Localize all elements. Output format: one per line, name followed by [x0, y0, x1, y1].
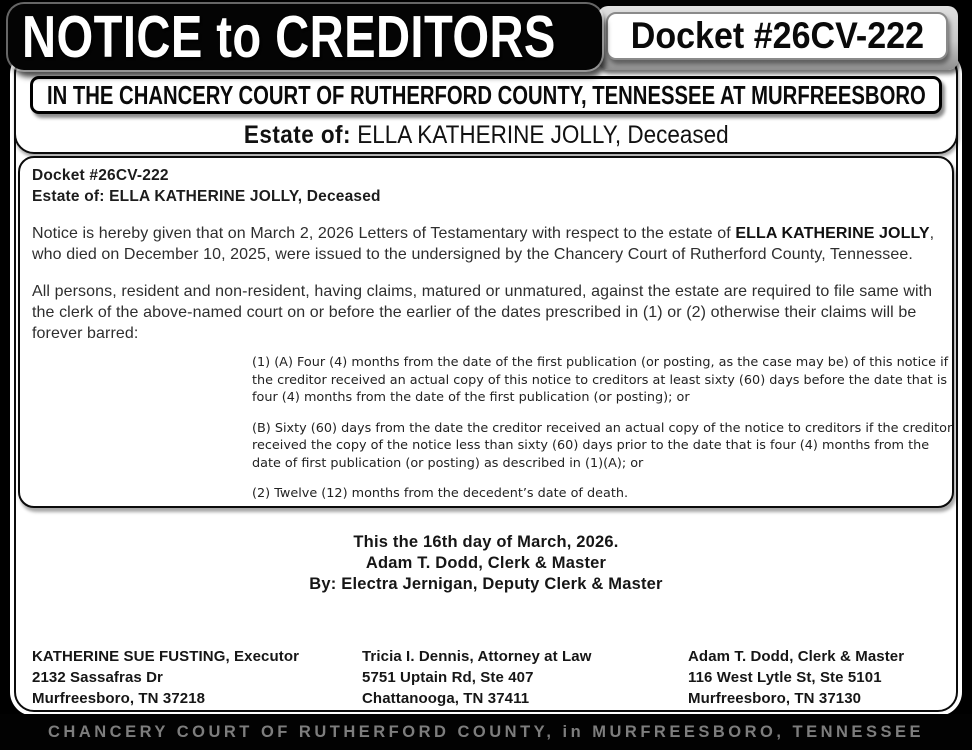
deadline-list: [252, 354, 954, 503]
executor-street: 2132 Sassafras Dr: [32, 669, 163, 686]
notice-title-banner: [8, 4, 602, 70]
deputy-clerk-line: By: Electra Jernigan, Deputy Clerk & Master: [309, 575, 663, 593]
body-docket-line: Docket #26CV-222: [32, 167, 169, 184]
estate-heading-name: ELLA KATHERINE JOLLY, Deceased: [356, 120, 729, 149]
deadline-item-2: (2) Twelve (12) months from the decedent’s date of death.: [252, 486, 629, 501]
clerk-master-line: Adam T. Dodd, Clerk & Master: [365, 554, 607, 572]
docket-number-text: Docket #26CV-222: [630, 15, 924, 56]
notice-paragraph-part2: , who died on December 10, 2025, were issued to the undersigned by the Chancery Court of Rutherford County, Tennessee.: [32, 225, 935, 263]
body-estate-line: Estate of: ELLA KATHERINE JOLLY, Deceased: [32, 188, 381, 205]
docket-number-badge: [606, 12, 948, 60]
executor-contact: [32, 646, 299, 709]
attorney-contact: [362, 646, 591, 709]
attestation-block: [16, 532, 956, 595]
court-name-text: IN THE CHANCERY COURT OF RUTHERFORD COUNTY, TENNESSEE AT MURFREESBORO: [46, 79, 926, 110]
footer-banner-text: CHANCERY COURT OF RUTHERFORD COUNTY, in MURFREESBORO, TENNESSEE: [48, 722, 924, 741]
court-name-banner: [30, 76, 942, 114]
claims-paragraph: All persons, resident and non-resident, having claims, matured or unmatured, against the estate are required to file same with the clerk of the above-named court on or before the earlier of the dates prescribed in (1) or (2) otherwise their claims will be forever barred:: [32, 283, 933, 342]
attestation-date-line: This the 16th day of March, 2026.: [353, 533, 619, 551]
estate-heading: [16, 118, 956, 152]
docket-strip: [598, 6, 958, 70]
contact-columns: [16, 646, 956, 712]
attorney-name: Tricia I. Dennis, Attorney at Law: [362, 648, 592, 665]
clerk-street: 116 West Lytle St, Ste 5101: [688, 669, 882, 686]
document-sheet: [14, 54, 958, 712]
footer-banner: [0, 714, 972, 750]
estate-heading-prefix: Estate of:: [243, 120, 351, 149]
executor-city: Murfreesboro, TN 37218: [32, 690, 206, 707]
clerk-city: Murfreesboro, TN 37130: [688, 690, 862, 707]
notice-title: NOTICE to CREDITORS: [22, 4, 556, 70]
clerk-name: Adam T. Dodd, Clerk & Master: [688, 648, 905, 665]
deadline-item-1a: (1) (A) Four (4) months from the date of the first publication (or posting, as the case may be) of this notice if the creditor received an actual copy of this notice to creditors at least sixty (60) days before the date that is four (4) months from the date of the first publication (or posting); or: [252, 355, 949, 405]
estate-heading-text: [244, 121, 729, 150]
attorney-city: Chattanooga, TN 37411: [362, 690, 530, 707]
executor-name: KATHERINE SUE FUSTING, Executor: [32, 648, 300, 665]
deadline-item-1b: (B) Sixty (60) days from the date the creditor received an actual copy of the notice to creditors if the creditor received the copy of the notice less than sixty (60) days prior to the date that is four (4) months from the date of first publication (or posting) as described in (1)(A); or: [252, 420, 953, 471]
notice-body-box: [18, 156, 954, 508]
attorney-street: 5751 Uptain Rd, Ste 407: [362, 669, 534, 686]
clerk-contact: [688, 646, 904, 709]
decedent-name: ELLA KATHERINE JOLLY: [735, 225, 930, 242]
notice-paragraph: [32, 223, 940, 265]
notice-paragraph-part1: Notice is hereby given that on March 2, 2026 Letters of Testamentary with respect to the estate of: [32, 225, 736, 242]
